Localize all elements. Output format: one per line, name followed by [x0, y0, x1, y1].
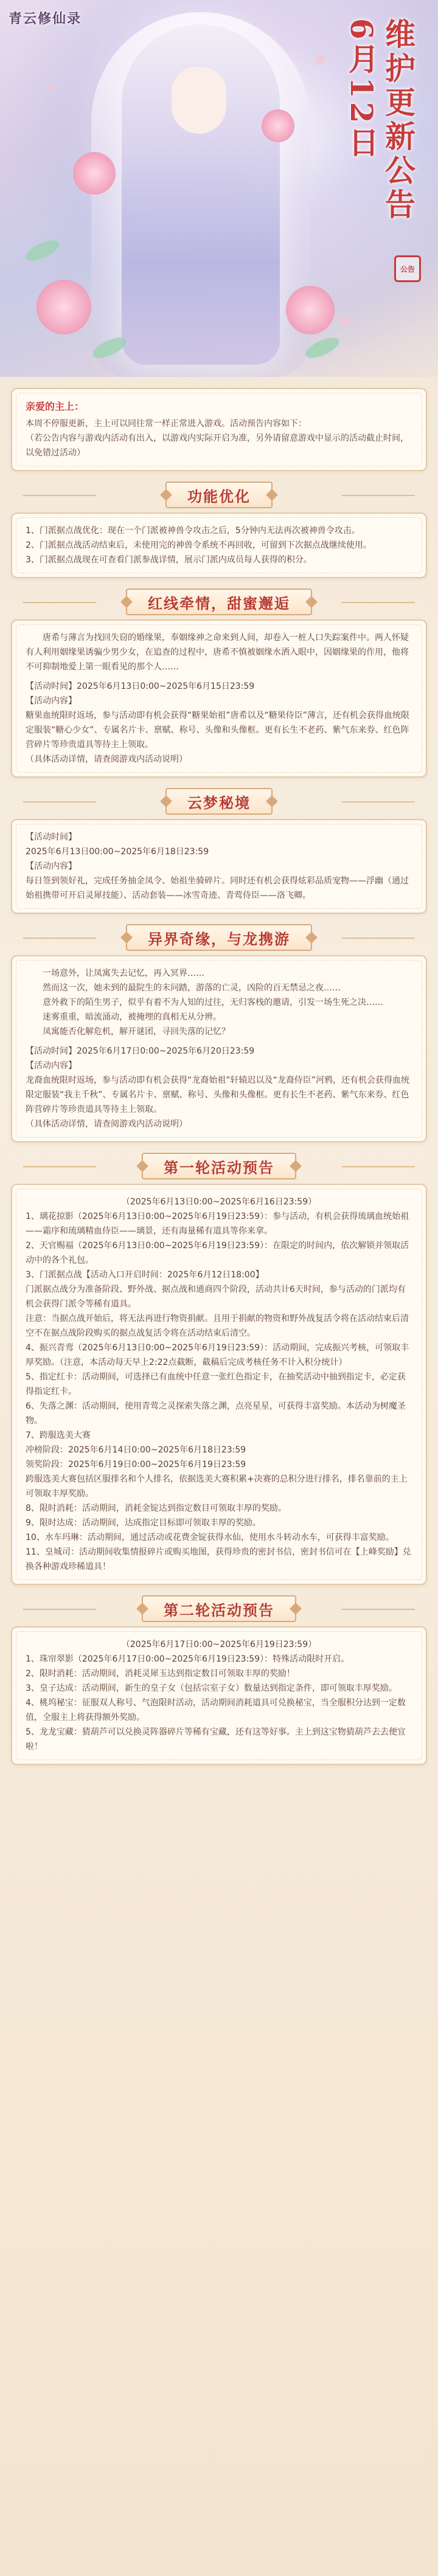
list-item: 5、指定红卡：活动期间，可选择已有血统中任意一张红色指定卡，在抽奖活动中抽到指定卡，必定获得指定红卡。 — [26, 1372, 406, 1397]
event-note: （具体活动详情，请查阅游戏内活动说明） — [26, 754, 187, 764]
section-title: 红线牵情，甜蜜邂逅 — [126, 589, 312, 615]
list-item: 冲榜阶段：2025年6月14日0:00~2025年6月18日23:59 — [26, 1445, 246, 1455]
list-item: 2、限时消耗：活动期间，消耗灵犀玉达到指定数目可领取丰厚的奖励！ — [26, 1669, 295, 1679]
list-item: 11、皇城司：活动期间收集情报碎片或购买地图，获得珍贵的密封书信，密封书信可在【上峰奖励】兑换各种游戏珍稀道具！ — [26, 1547, 411, 1572]
event-time: 2025年6月13日00:00~2025年6月18日23:59 — [26, 847, 209, 857]
list-item: 1、璃花掠影（2025年6月13日0:00~2025年6月19日23:59）：参与活动，有机会获得琉璃血统始祖——霜序和琉璃精血侍臣——璃景，还有海量稀有道具等你来拿。 — [26, 1212, 409, 1236]
header-ornament — [23, 495, 96, 496]
header-ornament — [23, 938, 96, 939]
section-features — [11, 477, 427, 578]
section-event-candy — [11, 584, 427, 778]
list-item: 5、龙龙宝藏：猜葫芦可以兑换灵阵器碎片等稀有宝藏，还有这等好事。主上到这宝物猜葫芦去去便宜啦！ — [26, 1727, 406, 1752]
list-item: 1、珠帘翠影（2025年6月17日0:00~2025年6月19日23:59）：特殊活动限时开启。 — [26, 1654, 350, 1664]
header-ornament — [23, 1166, 96, 1167]
header-ornament — [342, 1166, 415, 1167]
list-item: 1、门派据点战优化：现在一个门派被神兽令攻击之后，5分钟内无法再次被神兽令攻击。 — [26, 526, 360, 536]
petal-icon — [341, 316, 350, 326]
list-item: 7、跨服选美大赛 — [26, 1431, 91, 1440]
event-dragon-panel — [11, 955, 427, 1142]
list-item: 4、桃坞秘宝：征服双人称号、气泡限时活动，活动期间消耗道具可兑换秘宝，当全服积分达到一定数值，全服主上将获得额外奖励。 — [26, 1698, 406, 1722]
section-header — [11, 920, 427, 955]
round-two-panel — [11, 1626, 427, 1765]
title-main: 维护更新公告 — [380, 18, 416, 223]
features-panel — [11, 513, 427, 578]
list-item: 10、水车玛琳：活动期间，通过活动或花费金锭获得水仙，使用水斗转动水车，可获得丰富奖励。 — [26, 1533, 394, 1542]
header-ornament — [342, 495, 415, 496]
leaf-icon — [23, 236, 63, 264]
event-time: 【活动时间】2025年6月13日0:00~2025年6月15日23:59 — [26, 682, 255, 691]
story-text: 唐希与薄言为找回失窃的婚缘果，奉姻缘神之命来到人间，却卷入一桩人口失踪案件中。两人怀疑有人利用姻缘果诱骗少男少女，在追查的过程中，唐希不慎被姻缘水洒入眼中，因姻缘果的作用，他将不可抑制地爱上第一眼看见的那个人…… — [26, 633, 409, 672]
header-ornament — [342, 1609, 415, 1610]
list-item: 跨服选美大赛包括区服排名和个人排名，依据选美大赛积累+决赛的总积分进行排名，排名靠前的主上可领取丰厚奖励。 — [26, 1474, 408, 1499]
story-text: 一场意外，让凤寓失去记忆，再入冥界…… — [43, 969, 204, 978]
story-text: 凤寓能否化解危机，解开谜团，寻回失落的记忆？ — [43, 1027, 230, 1037]
flower-icon — [262, 109, 294, 142]
secret-realm-panel — [11, 819, 427, 914]
event-content: 糖果血统限时返场，参与活动即有机会获得“糖果始祖”唐希以及“糖果侍臣”薄言，还有机会获得血统限定服装“糖心少女”、专属名片卡、禀赋、称号、头像和头像框。更有长生不老药、紫气东来券、红色阵营碎片等珍贵道具等待主上领取。 — [26, 711, 410, 750]
intro-section — [11, 388, 427, 471]
story-text: 迷雾重重，暗流涌动，被掩埋的真相无从分辨。 — [43, 1012, 221, 1022]
section-title: 云梦秘境 — [165, 788, 273, 815]
round-one-panel — [11, 1184, 427, 1585]
title-date: 6月12日 — [344, 18, 380, 161]
intro-line: 本周不停服更新，主上可以同往常一样正常进入游戏。活动预告内容如下： — [26, 419, 307, 429]
list-item: 注意：当据点战开始后，将无法再进行物资捐献。且用于捐献的物资和野外战复活令将在活动结束后清空不在据点战阶段购买的据点战复活令将在活动结束后清空。 — [26, 1314, 409, 1338]
intro-note: （若公告内容与游戏内活动有出入，以游戏内实际开启为准，另外请留意游戏中显示的活动截止时间，以免错过活动） — [26, 433, 409, 458]
list-item: 9、限时达成：活动期间，达成指定目标即可领取丰厚的奖励。 — [26, 1518, 261, 1528]
hero-banner — [0, 0, 438, 377]
seal-stamp: 公告 — [394, 255, 421, 282]
list-item: 3、皇子达成：活动期间，新生的皇子女（包括宗室子女）数量达到指定条件，即可领取丰厚奖励。 — [26, 1683, 397, 1693]
section-round-one — [11, 1148, 427, 1585]
section-title: 异界奇缘，与龙携游 — [126, 924, 312, 951]
list-item: 3、门派据点战【活动入口开启时间：2025年6月12日18:00】 — [26, 1270, 264, 1280]
section-header — [11, 1148, 427, 1184]
header-ornament — [23, 801, 96, 803]
list-item: 3、门派据点战现在可查看门派参战详情，展示门派内成员每人获得的积分。 — [26, 555, 312, 565]
event-time: 【活动时间】2025年6月17日0:00~2025年6月20日23:59 — [26, 1046, 255, 1056]
header-ornament — [23, 1609, 96, 1610]
flower-icon — [73, 152, 116, 195]
event-time-label: 【活动时间】 — [26, 832, 77, 842]
section-header — [11, 1591, 427, 1626]
section-title: 功能优化 — [165, 482, 273, 508]
section-secret-realm — [11, 784, 427, 914]
list-item: 2、天官赐福（2025年6月13日0:00~2025年6月19日23:59）：在限定的时间内，依次解锁并领取活动中的各个礼包。 — [26, 1241, 409, 1265]
story-text: 意外救下的陌生男子，似乎有着不为人知的过往，无归客栈的邀请，引发一场生死之决…… — [43, 998, 383, 1007]
section-header — [11, 477, 427, 513]
section-event-dragon — [11, 920, 427, 1142]
petal-icon — [316, 55, 325, 63]
header-ornament — [342, 602, 415, 603]
event-note: （具体活动详情，请查阅游戏内活动说明） — [26, 1119, 187, 1129]
event-content-label: 【活动内容】 — [26, 696, 77, 706]
event-content-label: 【活动内容】 — [26, 862, 77, 871]
section-round-two — [11, 1591, 427, 1765]
section-header — [11, 584, 427, 620]
flower-icon — [286, 286, 335, 334]
intro-panel — [11, 388, 427, 471]
round-period: （2025年6月13日0:00~2025年6月16日23:59） — [121, 1197, 317, 1207]
event-candy-panel — [11, 620, 427, 778]
list-item: 门派据点战分为准备阶段、野外战、据点战和通商四个阶段，活动共计6天时间，参与活动的门派均有机会获得门派令等稀有道具。 — [26, 1285, 406, 1309]
list-item: 8、限时消耗：活动期间，消耗金锭达到指定数目可领取丰厚的奖励。 — [26, 1504, 287, 1513]
event-content-label: 【活动内容】 — [26, 1061, 77, 1071]
list-item: 2、门派据点战活动结束后，未使用完的神兽令系统不再回收，可留到下次据点战继续使用。 — [26, 540, 372, 550]
event-content: 龙裔血统限时返场，参与活动即有机会获得“龙裔始祖”轩辕迟以及“龙裔侍臣”河鸦，还有机会获得血统限定服装“我主千秋”、专属名片卡、禀赋、称号、头像和头像框。更有长生不老药、紫气东来券、红色阵营碎片等珍贵道具等待主上领取。 — [26, 1076, 410, 1114]
header-ornament — [342, 938, 415, 939]
list-item: 领奖阶段：2025年6月19日0:00~2025年6月19日23:59 — [26, 1460, 246, 1469]
page-title — [337, 18, 422, 261]
list-item: 4、振兴青鸾（2025年6月13日0:00~2025年6月19日23:59）：活动期间，完成振兴考核，可领取丰厚奖励。（注意，本活动每天早上2:22点截断，截稿后完成考核任务不计入积分统计） — [26, 1343, 409, 1367]
header-ornament — [23, 602, 96, 603]
game-logo: 青云修仙录 — [9, 11, 82, 27]
flower-icon — [36, 280, 91, 334]
hero-character-face — [172, 67, 226, 134]
list-item: 6、失落之渊：活动期间，使用青莺之灵探索失落之渊，点亮星星，可获得丰富奖励。本活动为树魔圣物。 — [26, 1401, 406, 1426]
greeting: 亲爱的主上： — [26, 401, 85, 412]
section-header — [11, 784, 427, 819]
event-content: 每日签到领好礼，完成任务抽金凤令、始祖坐骑碎片。同时还有机会获得炫彩品质宠物——浮幽（通过始祖携带可开启灵犀技能）、活动套装——冰雪奇迹、青莺侍臣——洛飞卿。 — [26, 876, 409, 900]
header-ornament — [342, 801, 415, 803]
section-title: 第一轮活动预告 — [142, 1153, 296, 1179]
section-title: 第二轮活动预告 — [142, 1595, 296, 1622]
petal-icon — [49, 85, 56, 92]
story-text: 然而这一次，她未到的最院生的末问踏，游落的亡灵，凶险的百无禁忌之夜…… — [43, 983, 341, 993]
round-period: （2025年6月17日0:00~2025年6月19日23:59） — [121, 1640, 317, 1649]
